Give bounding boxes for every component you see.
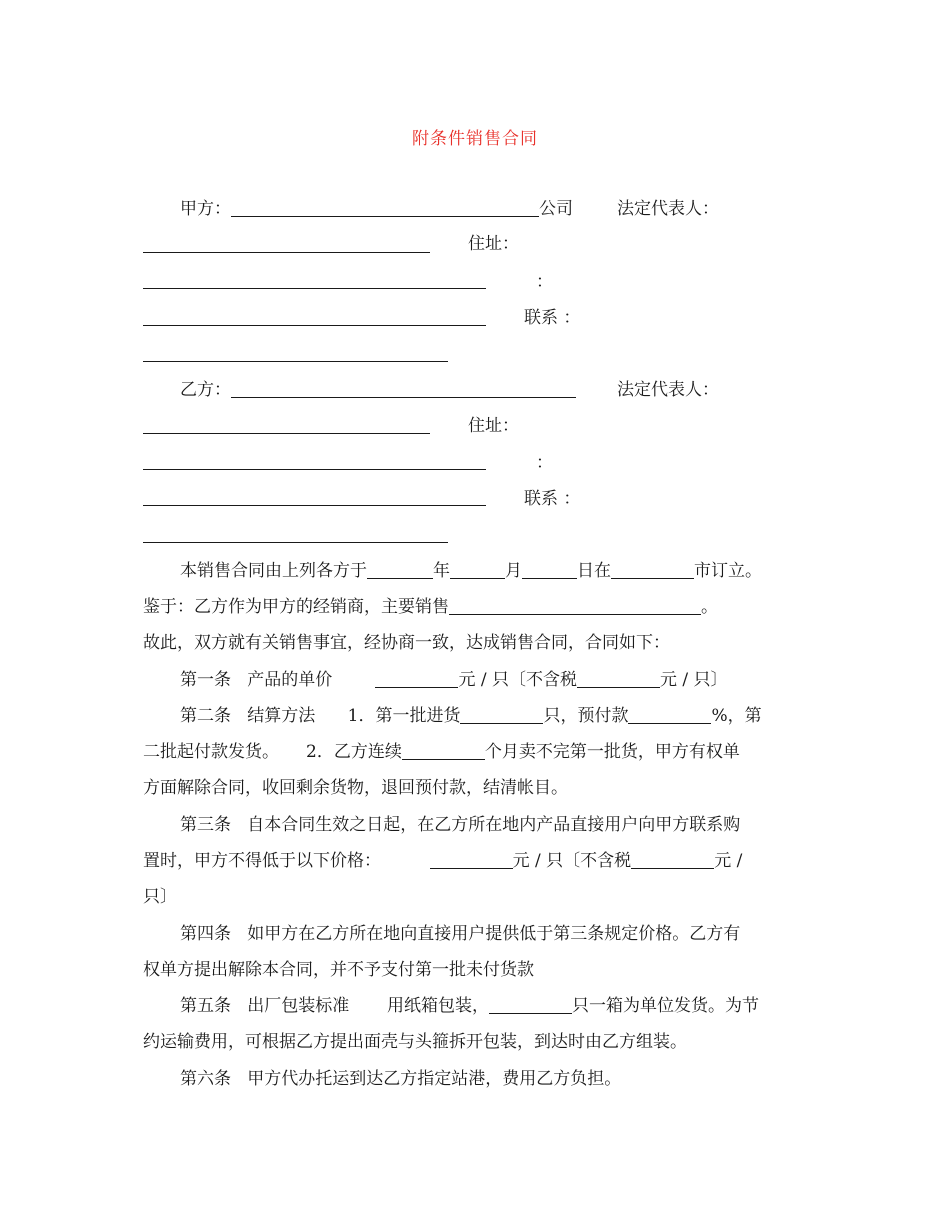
min-price-blank bbox=[430, 851, 513, 869]
prepay-percent-blank bbox=[628, 706, 711, 724]
party-b-legal-rep-label: 法定代表人： bbox=[617, 380, 719, 400]
article-1-title: 产品的单价 bbox=[247, 670, 333, 690]
article-1-unit-2: 元 / 只〕 bbox=[660, 670, 728, 690]
party-a-contact-label: 联系 ： bbox=[524, 308, 581, 328]
article-5-line-1 bbox=[180, 995, 759, 1017]
party-a-address-label: 住址： bbox=[468, 234, 519, 254]
article-6-text: 甲方代办托运到达乙方指定站港，费用乙方负担。 bbox=[247, 1069, 622, 1089]
units-per-box-blank bbox=[489, 996, 572, 1014]
city-label: 市订立。 bbox=[694, 561, 762, 581]
article-4-head: 第四条 bbox=[180, 924, 231, 944]
article-3-line-2 bbox=[143, 850, 742, 872]
article-1 bbox=[180, 669, 728, 691]
article-3-text: 自本合同生效之日起，在乙方所在地内产品直接用户向甲方联系购 bbox=[247, 815, 741, 835]
article-5-packing: 用纸箱包装， bbox=[387, 996, 490, 1016]
month-blank bbox=[450, 561, 505, 579]
months-blank bbox=[402, 742, 485, 760]
article-2-first-batch: 1．第一批进货 bbox=[347, 706, 461, 726]
party-a-blank-line bbox=[143, 325, 486, 326]
party-b-colon: ： bbox=[536, 453, 553, 473]
article-4-line-1 bbox=[180, 923, 740, 945]
article-3-head: 第三条 bbox=[180, 815, 231, 835]
first-batch-qty-blank bbox=[460, 706, 543, 724]
intro-line-1 bbox=[180, 560, 762, 582]
party-b-legal-rep-blank bbox=[143, 433, 430, 434]
article-6-head: 第六条 bbox=[180, 1069, 231, 1089]
article-6-line-1 bbox=[180, 1068, 621, 1090]
year-label: 年 bbox=[433, 561, 450, 581]
intro-line-2 bbox=[143, 596, 718, 618]
city-blank bbox=[611, 561, 694, 579]
main-product-blank bbox=[449, 597, 701, 615]
party-b-label: 乙方： bbox=[180, 380, 231, 400]
document-title: 附条件销售合同 bbox=[412, 129, 538, 149]
min-price-excl-tax-blank bbox=[631, 851, 714, 869]
intro-signed-text: 本销售合同由上列各方于 bbox=[180, 561, 367, 581]
party-a-label: 甲方： bbox=[180, 199, 231, 219]
month-label: 月 bbox=[505, 561, 522, 581]
party-a-line bbox=[180, 198, 573, 220]
party-a-contact-blank bbox=[143, 361, 448, 362]
article-3-unit-1: 元 / 只〔不含税 bbox=[512, 851, 632, 871]
article-3-price-label: 置时，甲方不得低于以下价格： bbox=[143, 851, 381, 871]
party-a-address-blank bbox=[143, 288, 486, 289]
article-2-clause-2: 2．乙方连续 bbox=[306, 742, 402, 762]
intro-line-2-end: 。 bbox=[701, 597, 718, 617]
year-blank bbox=[367, 561, 433, 579]
party-a-colon: ： bbox=[536, 272, 553, 292]
article-3-line-1 bbox=[180, 814, 740, 836]
unit-price-blank bbox=[375, 670, 458, 688]
party-b-blank-line bbox=[143, 505, 486, 506]
article-1-head: 第一条 bbox=[180, 670, 231, 690]
party-a-legal-rep-blank bbox=[143, 252, 430, 253]
party-b-contact-blank bbox=[143, 542, 448, 543]
article-1-unit-1: 元 / 只〔不含税 bbox=[458, 670, 577, 690]
article-4-line-2: 权单方提出解除本合同，并不予支付第一批未付货款 bbox=[143, 960, 534, 980]
article-5-shipping: 只一箱为单位发货。为节 bbox=[572, 996, 760, 1016]
article-2-second-batch: 二批起付款发货。 bbox=[143, 742, 279, 762]
party-a-name-blank bbox=[231, 199, 539, 217]
article-2-title: 结算方法 bbox=[247, 706, 316, 726]
article-5-line-2: 约运输费用，可根据乙方提出面壳与头箍拆开包装，到达时由乙方组装。 bbox=[143, 1032, 687, 1052]
article-5-head: 第五条 bbox=[180, 996, 231, 1016]
intro-line-3: 故此，双方就有关销售事宜，经协商一致，达成销售合同，合同如下： bbox=[143, 633, 670, 653]
day-label: 日在 bbox=[577, 561, 611, 581]
day-blank bbox=[522, 561, 577, 579]
party-a-company-suffix: 公司 bbox=[539, 199, 573, 219]
party-b-line bbox=[180, 379, 576, 401]
article-2-line-1 bbox=[180, 705, 762, 727]
article-4-text: 如甲方在乙方所在地向直接用户提供低于第三条规定价格。乙方有 bbox=[247, 924, 741, 944]
article-2-clause-2-rest: 个月卖不完第一批货，甲方有权单 bbox=[484, 742, 740, 762]
article-2-head: 第二条 bbox=[180, 706, 231, 726]
article-5-title: 出厂包装标准 bbox=[247, 996, 350, 1016]
article-3-line-3: 只〕 bbox=[143, 887, 177, 907]
article-2-percent: %，第 bbox=[711, 706, 762, 726]
article-2-line-3: 方面解除合同，收回剩余货物，退回预付款，结清帐目。 bbox=[143, 778, 568, 798]
unit-price-excl-tax-blank bbox=[577, 670, 660, 688]
party-a-legal-rep-label: 法定代表人： bbox=[617, 199, 719, 219]
article-2-prepay-label: 只，预付款 bbox=[543, 706, 629, 726]
party-b-address-label: 住址： bbox=[468, 416, 519, 436]
article-3-unit-2: 元 / bbox=[714, 851, 743, 871]
party-b-name-blank bbox=[231, 380, 576, 398]
article-2-line-2 bbox=[143, 741, 740, 763]
party-b-contact-label: 联系 ： bbox=[524, 489, 581, 509]
party-b-address-blank bbox=[143, 469, 486, 470]
intro-whereas-text: 鉴于：乙方作为甲方的经销商，主要销售 bbox=[143, 597, 449, 617]
